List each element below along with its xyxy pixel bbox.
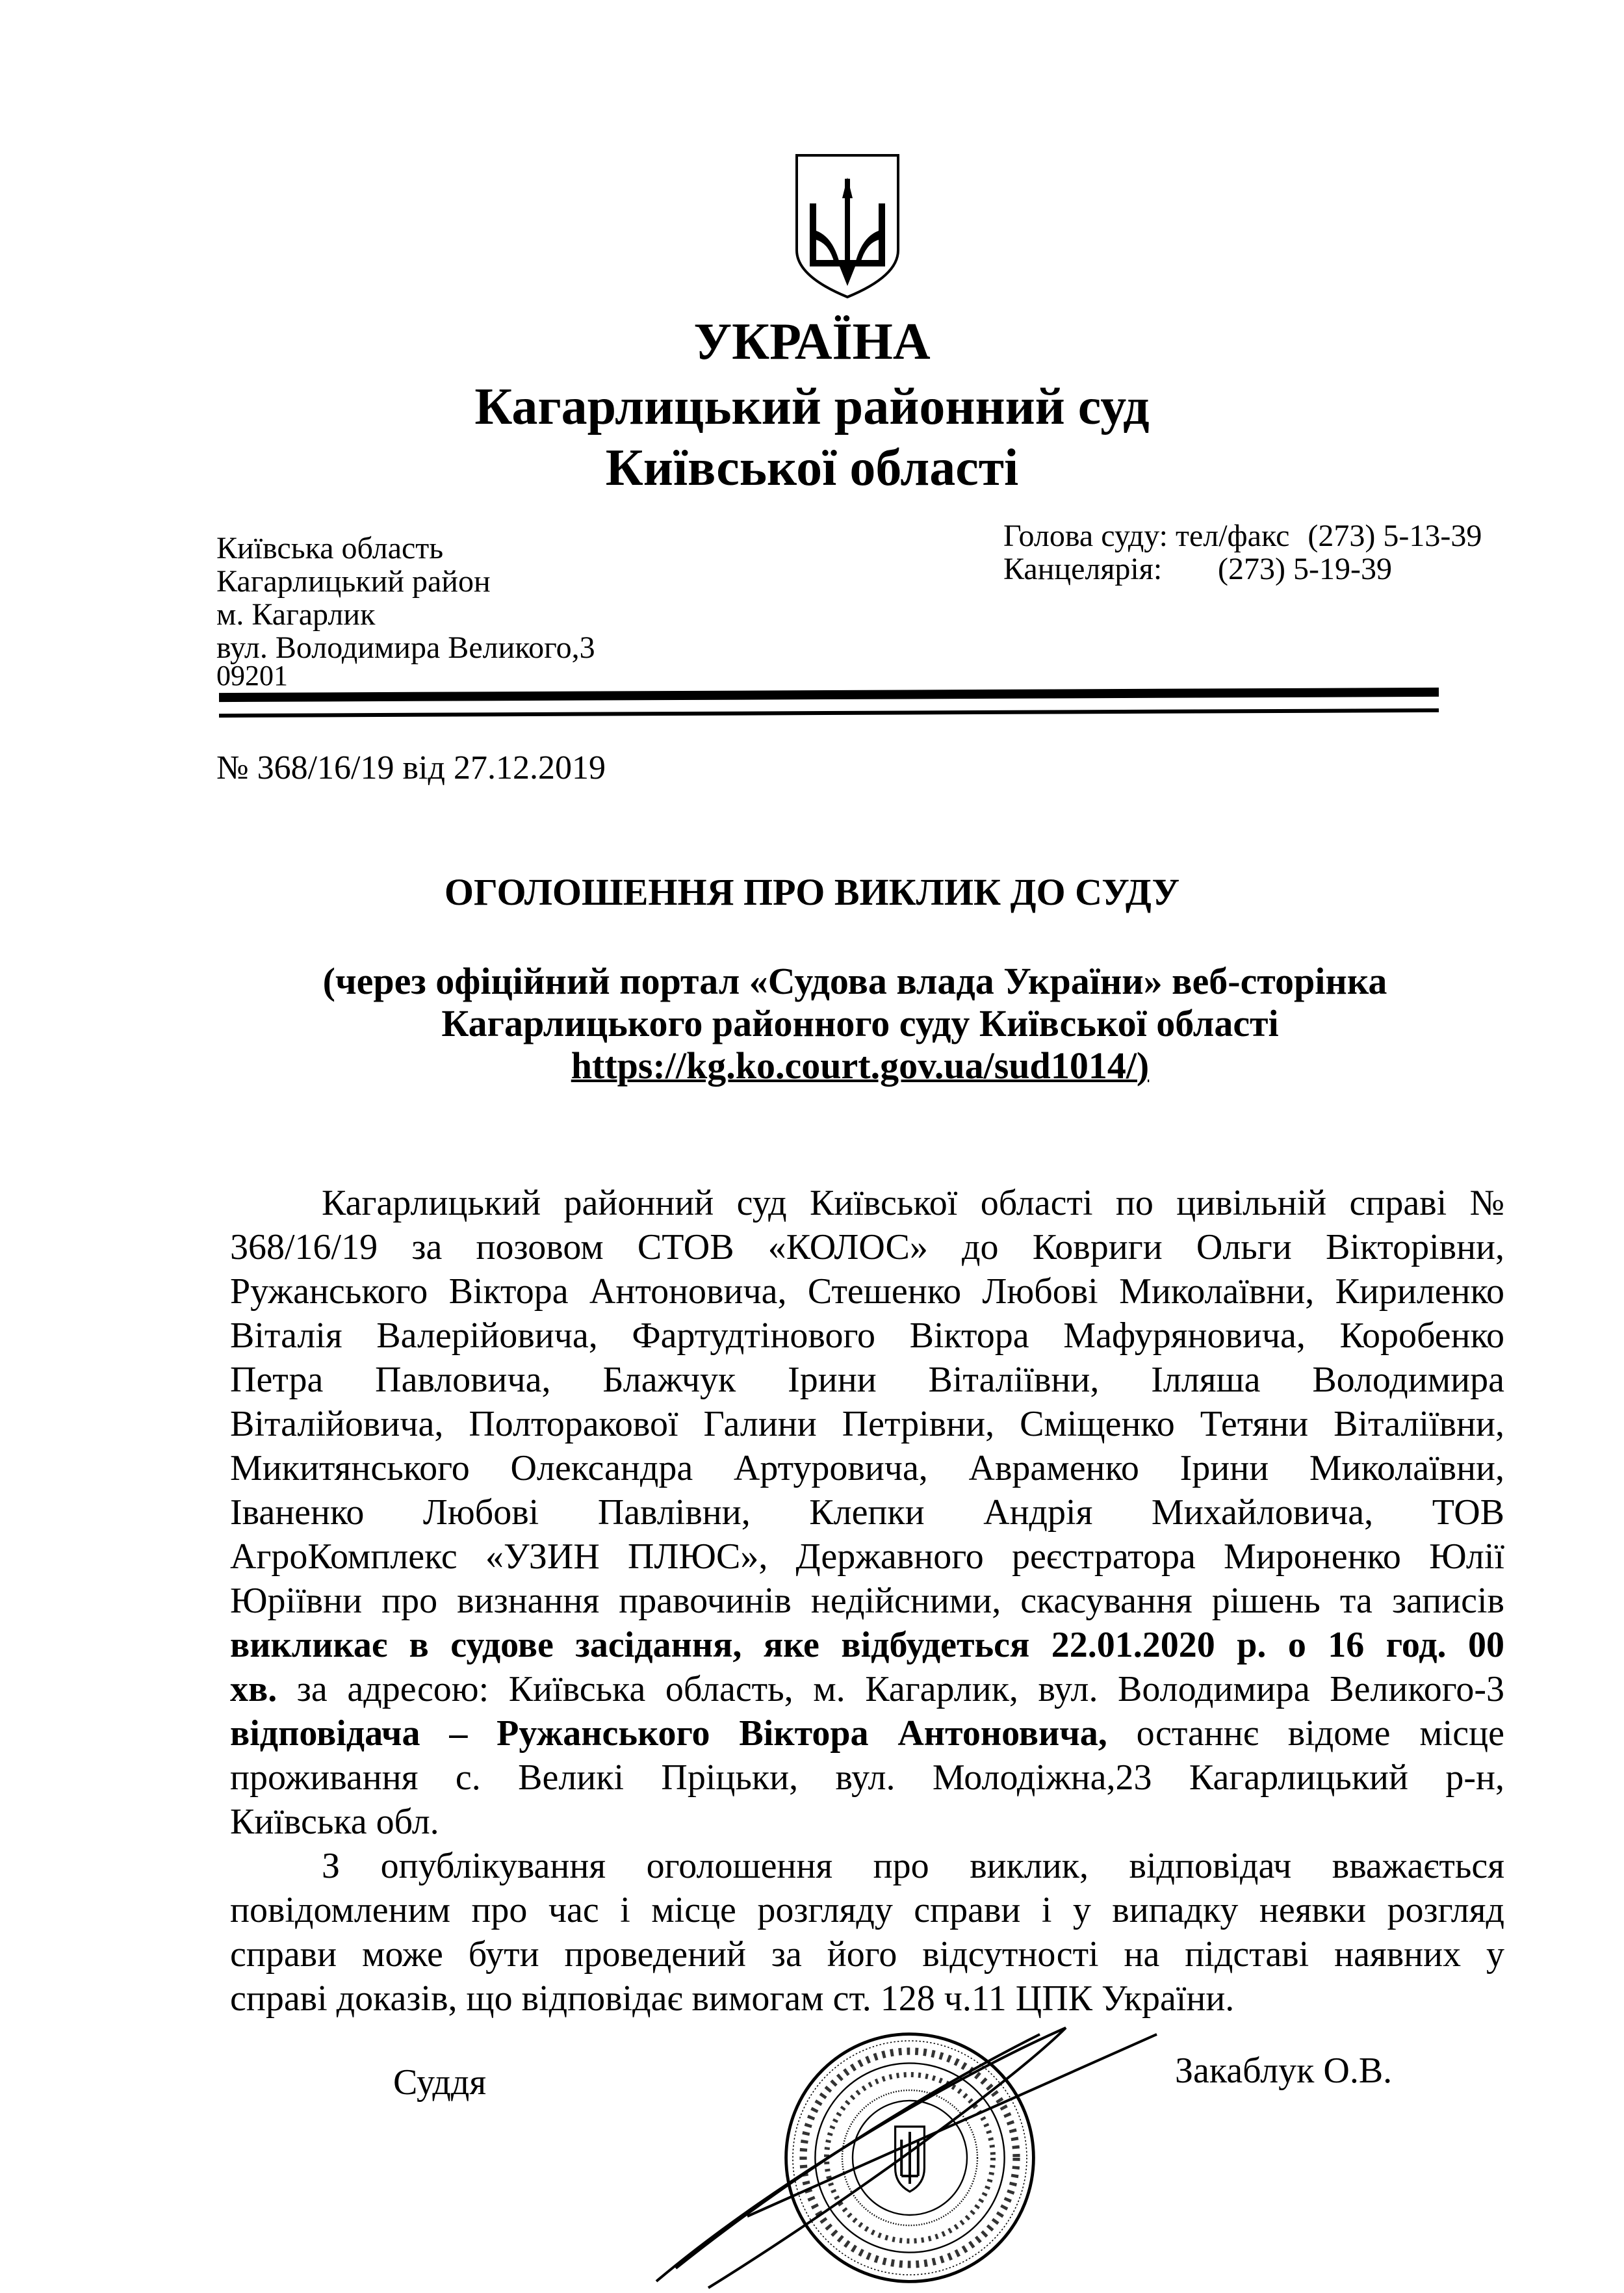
coat-of-arms-icon [794, 153, 901, 300]
body-text: за адресою: Київська область, м. Кагарлик, вул. Володимира Великого-3 [277, 1669, 1504, 1709]
body-text: останнє відоме місце [1107, 1713, 1504, 1754]
body-line: справі доказів, що відповідає вимогам ст. 128 ч.11 ЦПК України. [230, 1978, 1235, 2019]
body-line: Ружанського Віктора Антоновича, Стешенко Любові Миколаївни, Кириленко [230, 1271, 1504, 1312]
body-line: повідомленим про час і місце розгляду справи і у випадку неявки розгляд [230, 1890, 1504, 1930]
office-phone-label: Канцелярія: [1003, 552, 1163, 586]
signature-role: Суддя [393, 2062, 487, 2103]
address-line: м. Кагарлик [216, 597, 376, 632]
head-phone: (273) 5-13-39 [1308, 519, 1482, 553]
body-line: проживання с. Великі Пріцьки, вул. Молодіжна,23 Кагарлицький р-н, [230, 1757, 1504, 1798]
body-line: Іваненко Любові Павлівни, Клепки Андрія Михайловича, ТОВ [230, 1492, 1504, 1533]
body-line [230, 1671, 1504, 1707]
body-line: АгроКомплекс «УЗИН ПЛЮС», Державного реєстратора Мироненко Юлії [230, 1536, 1504, 1577]
body-line: Віталійовича, Полторакової Галини Петрівни, Сміщенко Тетяни Віталіївни, [230, 1404, 1504, 1444]
court-seal-stamp [780, 2028, 1040, 2288]
body-line: З опублікування оголошення про виклик, відповідач вважається [322, 1846, 1504, 1886]
address-line: 09201 [216, 660, 288, 692]
head-phone-label: Голова суду: тел/факс [1003, 519, 1290, 553]
defendant-name: відповідача – Ружанського Віктора Антоновича, [230, 1713, 1107, 1754]
address-line: вул. Володимира Великого,3 [216, 630, 595, 665]
body-line: 368/16/19 за позовом СТОВ «КОЛОС» до Ковриги Ольги Вікторівни, [230, 1227, 1504, 1267]
body-line: справи може бути проведений за його відсутності на підставі наявних у [230, 1934, 1504, 1975]
body-line: Юріївни про визнання правочинів недійсними, скасування рішень та записів [230, 1581, 1504, 1621]
document-title: ОГОЛОШЕННЯ ПРО ВИКЛИК ДО СУДУ [444, 871, 1180, 913]
body-line [230, 1715, 1504, 1752]
body-line: Віталія Валерійовича, Фартудтінового Віктора Мафуряновича, Коробенко [230, 1315, 1504, 1356]
address-line: Кагарлицький район [216, 564, 491, 599]
office-phone: (273) 5-19-39 [1218, 552, 1392, 586]
country-heading: УКРАЇНА [693, 313, 931, 370]
body-line: Петра Павловича, Блажчук Ірини Віталіївни, Ілляша Володимира [230, 1360, 1504, 1400]
address-line: Київська область [216, 531, 444, 565]
head-phone-row [1003, 521, 1482, 552]
signatory-name: Закаблук О.В. [1175, 2051, 1393, 2091]
body-line: Микитянського Олександра Артуровича, Авраменко Ірини Миколаївни, [230, 1448, 1504, 1488]
header-divider-thick [219, 688, 1439, 702]
body-line: Кагарлицький районний суд Київської області по цивільній справі № [322, 1183, 1504, 1223]
region-heading: Київської області [605, 439, 1019, 497]
court-name-heading: Кагарлицький районний суд [474, 378, 1150, 435]
body-line: Київська обл. [230, 1802, 439, 1842]
subtitle-line: (через офіційний портал «Судова влада України» веб-сторінка [322, 960, 1387, 1002]
office-phone-row [1003, 554, 1392, 585]
document-number: № 368/16/19 від 27.12.2019 [216, 749, 606, 786]
header-divider-thin [219, 708, 1439, 718]
body-bold-text: хв. [230, 1669, 277, 1709]
subtitle-line: Кагарлицького районного суду Київської області [441, 1002, 1279, 1044]
court-website-link[interactable]: https://kg.ko.court.gov.ua/sud1014/) [571, 1044, 1150, 1087]
hearing-date-line: викликає в судове засідання, яке відбудеться 22.01.2020 р. о 16 год. 00 [230, 1625, 1504, 1665]
